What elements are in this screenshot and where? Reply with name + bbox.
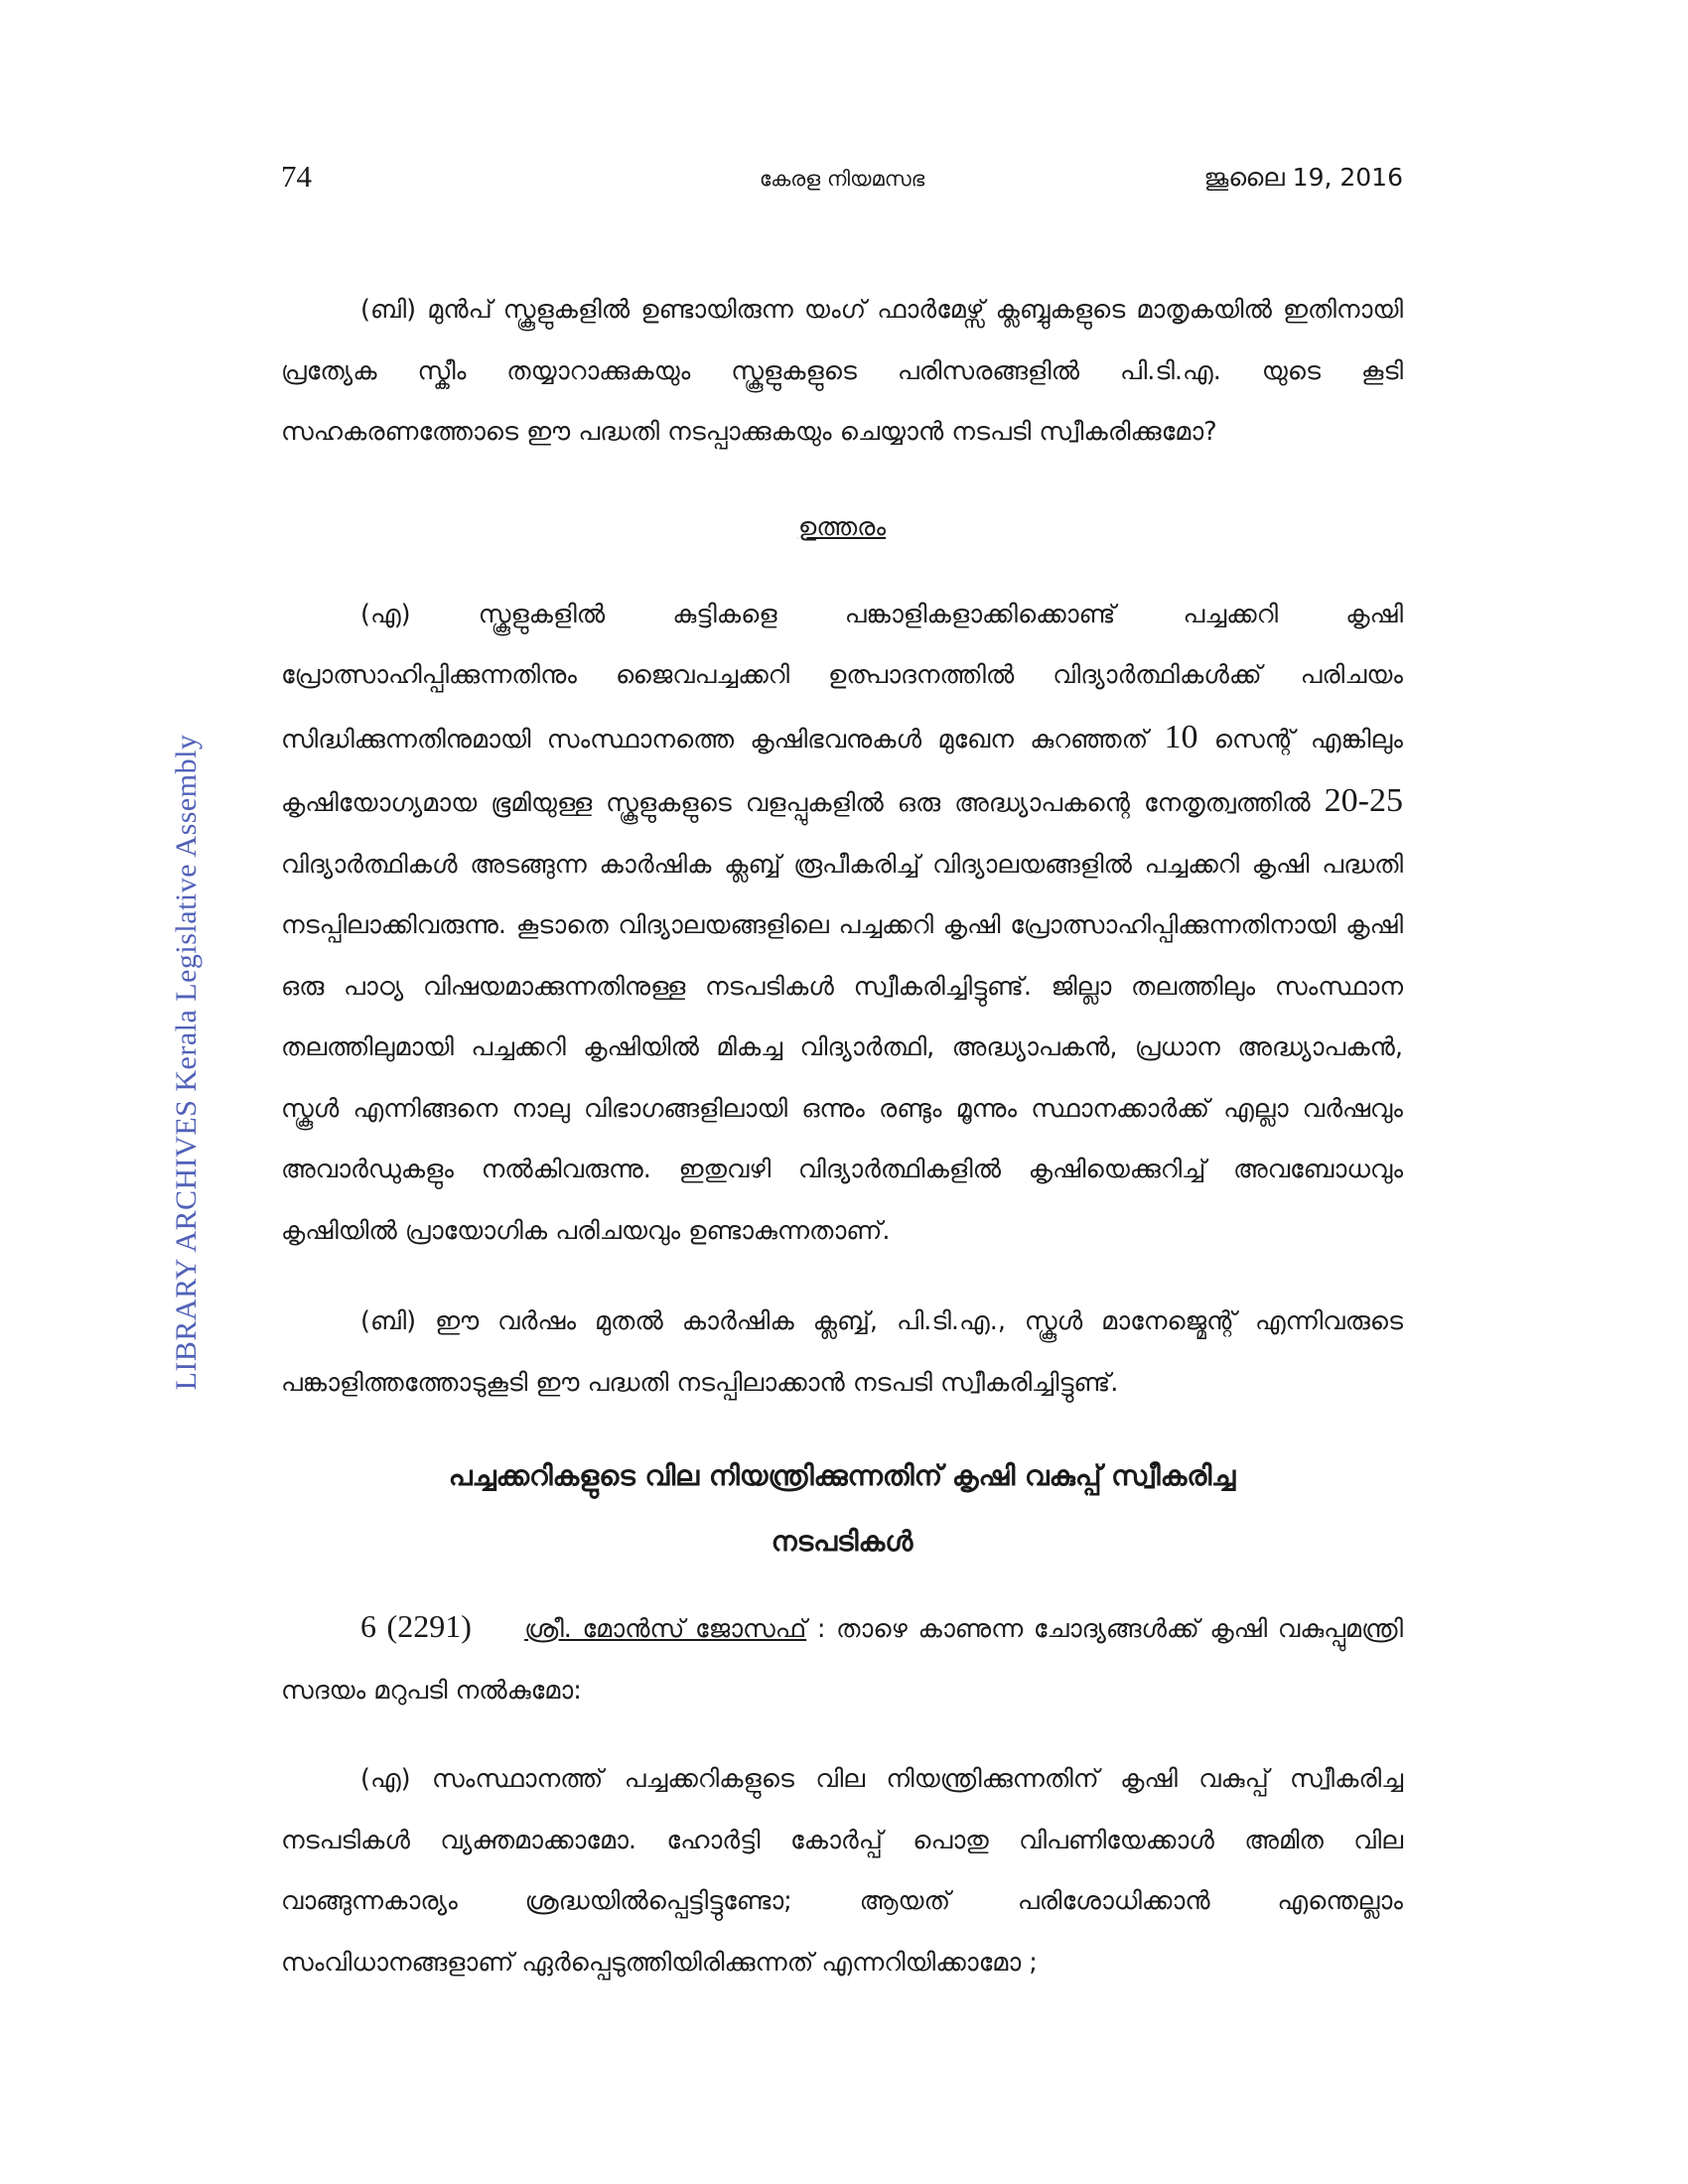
answer-heading [281, 497, 1403, 557]
question-intro [281, 1596, 1403, 1721]
running-title: കേരള നിയമസഭ [759, 167, 925, 191]
answer-a-part2: സെന്റ് എങ്കിലും കൃഷിയോഗ്യമായ ഭൂമിയുള്ള സ്കൂളുകളുടെ വളപ്പുകളിൽ ഒരു അദ്ധ്യാപകന്റെ നേതൃത്വത്തിൽ [281, 724, 1403, 818]
section-title-line2: നടപടികൾ [771, 1525, 914, 1558]
archive-watermark: LIBRARY ARCHIVES Kerala Legislative Assembly [170, 734, 203, 1391]
page-number: 74 [281, 159, 312, 194]
page-body [281, 280, 1403, 1993]
answer-a [281, 585, 1403, 1263]
answer-b: (ബി) ഈ വർഷം മുതൽ കാർഷിക ക്ലബ്ബ്, പി.ടി.എ., സ്കൂൾ മാനേജ്മെന്റ് എന്നിവരുടെ പങ്കാളിത്തത്തോടുകൂടി ഈ പദ്ധതി നടപ്പിലാക്കാൻ നടപടി സ്വീകരിച്ചിട്ടുണ്ട്. [281, 1306, 1403, 1398]
answer-a-part1: (എ) സ്കൂളുകളിൽ കുട്ടികളെ പങ്കാളികളാക്കിക്കൊണ്ട് പച്ചക്കറി കൃഷി പ്രോത്സാഹിപ്പിക്കുന്നതിനും ജൈവപച്ചക്കറി ഉത്പാദനത്തിൽ വിദ്യാർത്ഥികൾക്ക് പരിചയം സിദ്ധിക്കുന്നതിനുമായി സംസ്ഥാനത്തെ കൃഷിഭവനുകൾ മുഖേന കുറഞ്ഞത് [281, 599, 1403, 754]
header-date: ജൂലൈ 19, 2016 [1203, 163, 1403, 192]
member-name: ശ്രീ. മോൻസ് ജോസഫ് [524, 1614, 807, 1644]
page-header [281, 159, 1403, 206]
answer-heading-text: ഉത്തരം [797, 511, 887, 542]
answer-a-part3: വിദ്യാർത്ഥികൾ അടങ്ങുന്ന കാർഷിക ക്ലബ്ബ് രൂപീകരിച്ച് വിദ്യാലയങ്ങളിൽ പച്ചക്കറി കൃഷി പദ്ധതി നടപ്പിലാക്കിവരുന്നു. കൂടാതെ വിദ്യാലയങ്ങളിലെ പച്ചക്കറി കൃഷി പ്രോത്സാഹിപ്പിക്കുന്നതിനായി കൃഷി ഒരു പാഠ്യ വിഷയമാക്കുന്നതിനുള്ള നടപടികൾ സ്വീകരിച്ചിട്ടുണ്ട്. ജില്ലാ തലത്തിലും സംസ്ഥാന തലത്തിലുമായി പച്ചക്കറി കൃഷിയിൽ മികച്ച വിദ്യാർത്ഥി, അദ്ധ്യാപകൻ, പ്രധാന അദ്ധ്യാപകൻ, സ്കൂൾ എന്നിങ്ങനെ നാലു വിഭാഗങ്ങളിലായി ഒന്നും രണ്ടും മൂന്നും സ്ഥാനക്കാർക്ക് എല്ലാ വർഷവും അവാർഡുകളും നൽകിവരുന്നു. ഇതുവഴി വിദ്യാർത്ഥികളിൽ കൃഷിയെക്കുറിച്ച് അവബോധവും കൃഷിയിൽ പ്രായോഗിക പരിചയവും ഉണ്ടാകുന്നതാണ്. [281, 849, 1403, 1246]
answer-a-number-10: 10 [1164, 718, 1198, 755]
answer-a-number-range: 20-25 [1324, 782, 1403, 819]
question-intro-text: താഴെ കാണുന്ന ചോദ്യങ്ങൾക്ക് കൃഷി വകുപ്പുമന്ത്രി സദയം മറുപടി നൽകുമോ: [281, 1614, 1404, 1706]
previous-question-b: (ബി) മുൻപ് സ്കൂളുകളിൽ ഉണ്ടായിരുന്ന യംഗ് ഫാർമേഴ്സ് ക്ലബ്ബുകളുടെ മാതൃകയിൽ ഇതിനായി പ്രത്യേക സ്കീം തയ്യാറാക്കുകയും സ്കൂളുകളുടെ പരിസരങ്ങളിൽ പി.ടി.എ. യുടെ കൂടി സഹകരണത്തോടെ ഈ പദ്ധതി നടപ്പാക്കുകയും ചെയ്യാൻ നടപടി സ്വീകരിക്കുമോ? [281, 295, 1403, 447]
question-separator: : [806, 1614, 837, 1644]
question-a: (എ) സംസ്ഥാനത്ത് പച്ചക്കറികളുടെ വില നിയന്ത്രിക്കുന്നതിന് കൃഷി വകുപ്പ് സ്വീകരിച്ച നടപടികൾ വ്യക്തമാക്കാമോ. ഹോർട്ടി കോർപ്പ് പൊതു വിപണിയേക്കാൾ അമിത വില വാങ്ങുന്നകാര്യം ശ്രദ്ധയിൽപ്പെട്ടിട്ടുണ്ടോ; ആയത് പരിശോധിക്കാൻ എന്തെല്ലാം സംവിധാനങ്ങളാണ് ഏർപ്പെടുത്തിയിരിക്കുന്നത് എന്നറിയിക്കാമോ ; [281, 1764, 1403, 1978]
question-number: 6 (2291) [360, 1608, 472, 1644]
section-title-line1: പച്ചക്കറികളുടെ വില നിയന്ത്രിക്കുന്നതിന് കൃഷി വകുപ്പ് സ്വീകരിച്ച [448, 1459, 1236, 1492]
